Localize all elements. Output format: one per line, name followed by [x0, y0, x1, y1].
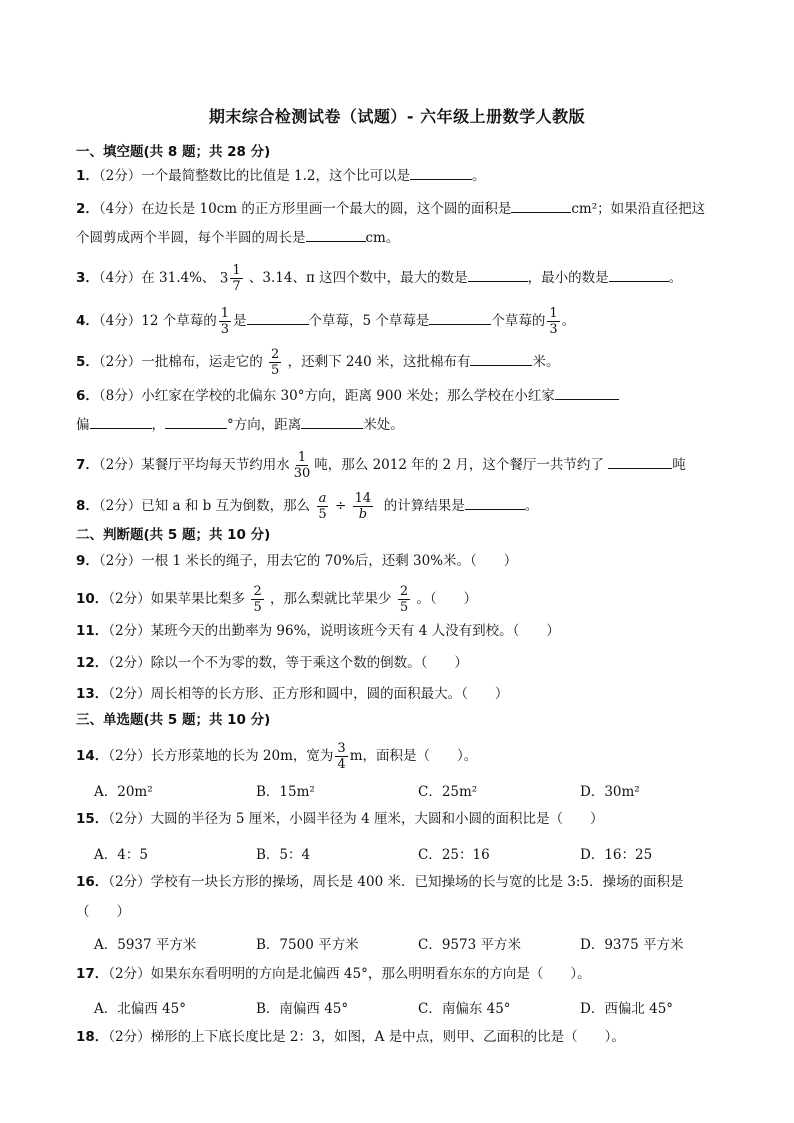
answer-blank[interactable]	[468, 267, 528, 282]
question-score: （4分）	[98, 270, 142, 286]
question-score: （2分）	[98, 498, 142, 514]
question-score: （4分）	[98, 313, 142, 329]
question-number: 8．	[76, 498, 99, 514]
question-number: 17．	[76, 966, 109, 982]
question-14: 14．（2分）长方形菜地的长为 20m，宽为 $\frac{3}{4}$ m，面积是（ ）。	[76, 741, 478, 772]
question-score: （2分）	[98, 553, 142, 569]
question-number: 4．	[76, 313, 99, 329]
question-2-continued: 个圆剪成两个半圆，每个半圆的周长是 cm。	[76, 227, 399, 248]
option-a[interactable]: A．北偏西 45°	[94, 1001, 186, 1017]
answer-blank[interactable]	[90, 414, 152, 429]
question-6-continued: 偏 ， °方向，距离 米处。	[76, 414, 404, 435]
question-11: 11．（2分）某班今天的出勤率为 96%，说明该班今天有 4 人没有到校。（ ）	[76, 623, 560, 639]
option-a[interactable]: A．4：5	[94, 847, 148, 863]
question-number: 12．	[76, 655, 109, 671]
answer-blank[interactable]	[301, 414, 363, 429]
question-number: 18．	[76, 1029, 109, 1045]
answer-blank[interactable]	[410, 165, 472, 180]
question-score: （2分）	[108, 811, 151, 827]
answer-blank[interactable]	[608, 454, 672, 469]
question-number: 16．	[76, 874, 109, 890]
question-score: （2分）	[108, 966, 151, 982]
question-2: 2．（4分）在边长是 10cm 的正方形里画一个最大的圆，这个圆的面积是 cm²；如果沿直径把这	[76, 198, 705, 219]
option-c[interactable]: C．南偏东 45°	[418, 1001, 511, 1017]
question-number: 1．	[76, 168, 99, 184]
answer-blank[interactable]	[465, 495, 525, 510]
option-d[interactable]: D．9375 平方米	[580, 937, 684, 953]
question-10: 10．（2分）如果苹果比梨多 $\frac{2}{5}$ ，那么梨就比苹果少 $\frac{2}{5}$ 。（ ）	[76, 584, 478, 615]
option-a[interactable]: A．20m²	[94, 784, 153, 800]
mixed-number-whole: 3	[219, 270, 229, 287]
option-b[interactable]: B．5：4	[256, 847, 311, 863]
question-score: （4分）	[98, 201, 142, 217]
question-number: 15．	[76, 811, 109, 827]
question-score: （2分）	[108, 686, 151, 702]
option-d[interactable]: D．30m²	[580, 784, 640, 800]
option-b[interactable]: B．15m²	[256, 784, 315, 800]
fraction: $\frac{14}{b}$	[354, 491, 372, 522]
option-c[interactable]: C．25m²	[418, 784, 478, 800]
question-score: （8分）	[98, 388, 142, 404]
option-b[interactable]: B．南偏西 45°	[256, 1001, 349, 1017]
fraction: $\frac{2}{5}$	[399, 584, 409, 615]
question-18: 18．（2分）梯形的上下底长度比是 2：3，如图，A 是中点，则甲、乙面积的比是（ ）。	[76, 1029, 625, 1045]
question-number: 5．	[76, 354, 99, 370]
option-d[interactable]: D．西偏北 45°	[580, 1001, 674, 1017]
question-score: （2分）	[108, 874, 151, 890]
fraction: $\frac{1}{3}$	[549, 306, 558, 337]
question-number: 10．	[76, 591, 109, 607]
question-3: 3．（4分）在 31.4%、 3 $\frac{1}{7}$ 、3.14、π 这四个数中，最大的数是 ，最小的数是 。	[76, 263, 683, 294]
question-number: 9．	[76, 553, 99, 569]
question-score: （2分）	[98, 457, 142, 473]
question-9: 9．（2分）一根 1 米长的绳子，用去它的 70%后，还剩 30%米。（ ）	[76, 553, 518, 569]
question-score: （2分）	[108, 748, 151, 764]
question-number: 6．	[76, 388, 99, 404]
question-15: 15．（2分）大圆的半径为 5 厘米，小圆半径为 4 厘米，大圆和小圆的面积比是（ ）	[76, 811, 604, 827]
fraction: $\frac{1}{3}$	[220, 306, 230, 337]
page-title: 期末综合检测试卷（试题）- 六年级上册数学人教版	[208, 107, 586, 126]
question-12: 12．（2分）除以一个不为零的数，等于乘这个数的倒数。（ ）	[76, 655, 468, 671]
question-number: 14．	[76, 748, 109, 764]
section-heading-single-choice: 三、单选题(共 5 题；共 10 分)	[76, 712, 271, 728]
option-d[interactable]: D．16：25	[580, 847, 653, 863]
option-c[interactable]: C．9573 平方米	[418, 937, 521, 953]
fraction: $\frac{a}{5}$	[318, 491, 327, 522]
question-score: （2分）	[98, 168, 142, 184]
section-heading-fill-blank: 一、填空题(共 8 题；共 28 分)	[76, 144, 271, 160]
answer-blank[interactable]	[555, 385, 619, 400]
answer-blank[interactable]	[429, 310, 491, 325]
question-number: 11．	[76, 623, 109, 639]
question-text: 在边长是 10cm 的正方形里画一个最大的圆，这个圆的面积是	[141, 201, 512, 217]
answer-blank[interactable]	[470, 351, 532, 366]
answer-blank[interactable]	[609, 267, 669, 282]
divide-sign: ÷	[334, 498, 347, 514]
question-8: 8．（2分）已知 a 和 b 互为倒数，那么 $\frac{a}{5}$ ÷ $\frac{14}{b}$ 的计算结果是 。	[76, 491, 539, 522]
question-16-continued: （ ）	[76, 904, 130, 920]
question-text: 一个最简整数比的比值是 1.2，这个比可以是	[141, 168, 411, 184]
answer-blank[interactable]	[511, 198, 571, 213]
answer-blank[interactable]	[306, 227, 366, 242]
option-c[interactable]: C．25：16	[418, 847, 490, 863]
fraction: $\frac{1}{7}$	[232, 263, 241, 294]
question-number: 2．	[76, 201, 99, 217]
answer-blank[interactable]	[165, 414, 227, 429]
option-b[interactable]: B．7500 平方米	[256, 937, 359, 953]
question-5: 5．（2分）一批棉布，运走它的 $\frac{2}{5}$ ，还剩下 240 米，这批棉布有 米。	[76, 347, 560, 378]
question-score: （2分）	[108, 655, 151, 671]
fraction: $\frac{3}{4}$	[337, 741, 346, 772]
question-7: 7．（2分）某餐厅平均每天节约用水 $\frac{1}{30}$ 吨，那么 2012 年的 2 月，这个餐厅一共节约了 吨	[76, 450, 686, 481]
question-number: 3．	[76, 270, 99, 286]
question-6: 6．（8分）小红家在学校的北偏东 30°方向，距离 900 米处；那么学校在小红家	[76, 385, 619, 406]
answer-blank[interactable]	[247, 310, 309, 325]
question-17: 17．（2分）如果东东看明明的方向是北偏西 45°，那么明明看东东的方向是（ ）。	[76, 966, 591, 982]
question-13: 13．（2分）周长相等的长方形、正方形和圆中，圆的面积最大。（ ）	[76, 686, 509, 702]
question-score: （2分）	[108, 623, 151, 639]
fraction: $\frac{2}{5}$	[271, 347, 280, 378]
question-4: 4．（4分）12 个草莓的 $\frac{1}{3}$ 是 个草莓，5 个草莓是 个草莓的 $\frac{1}{3}$ 。	[76, 306, 576, 337]
question-1: 1．（2分）一个最简整数比的比值是 1.2，这个比可以是 。	[76, 165, 486, 186]
question-16: 16．（2分）学校有一块长方形的操场，周长是 400 米．已知操场的长与宽的比是 3:5．操场的面积是	[76, 874, 684, 890]
question-score: （2分）	[98, 354, 142, 370]
question-number: 13．	[76, 686, 109, 702]
section-heading-true-false: 二、判断题(共 5 题；共 10 分)	[76, 527, 271, 543]
question-number: 7．	[76, 457, 99, 473]
question-score: （2分）	[108, 1029, 151, 1045]
fraction: $\frac{1}{30}$	[293, 450, 311, 481]
option-a[interactable]: A．5937 平方米	[94, 937, 197, 953]
question-score: （2分）	[108, 591, 151, 607]
fraction: $\frac{2}{5}$	[253, 584, 262, 615]
